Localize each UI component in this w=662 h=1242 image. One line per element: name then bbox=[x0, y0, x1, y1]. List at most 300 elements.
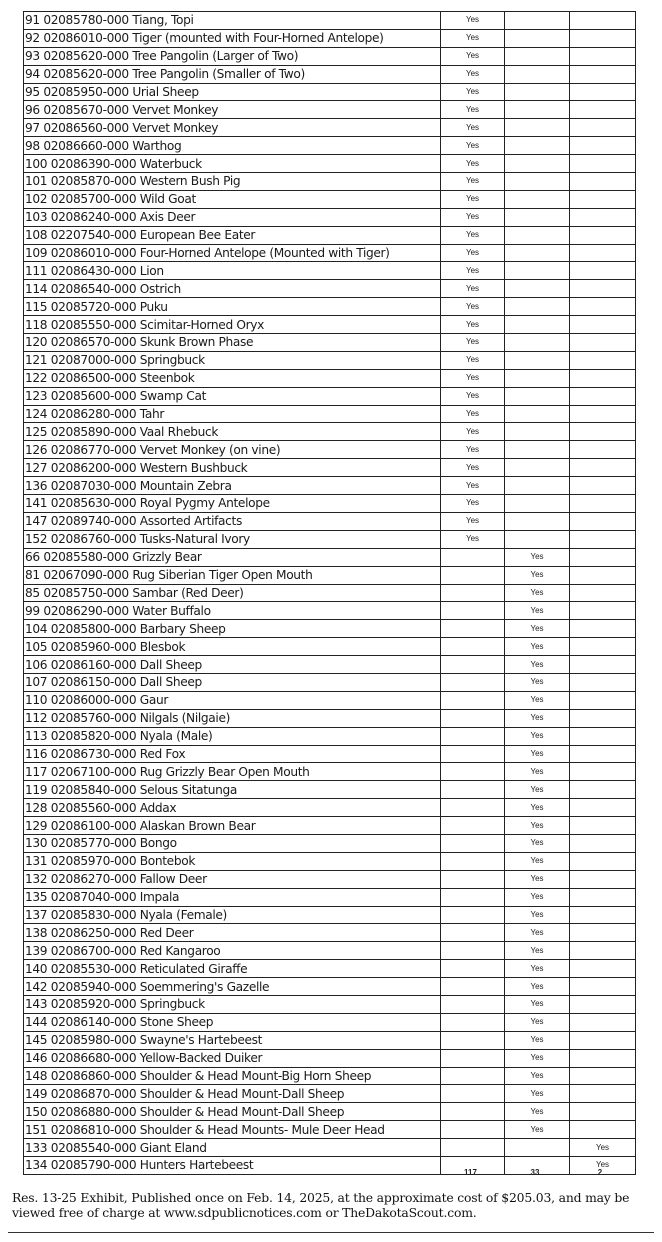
column-1-value: Yes bbox=[441, 262, 505, 280]
column-3-value bbox=[570, 548, 636, 566]
column-3-value bbox=[570, 316, 636, 334]
table-row bbox=[24, 602, 636, 620]
column-2-value bbox=[505, 280, 570, 298]
column-1-value: Yes bbox=[441, 29, 505, 47]
column-2-value bbox=[505, 12, 570, 30]
column-2-value: Yes bbox=[505, 978, 570, 996]
column-3-value bbox=[570, 960, 636, 978]
column-2-value: Yes bbox=[505, 709, 570, 727]
column-2-value bbox=[505, 83, 570, 101]
column-2-value bbox=[505, 119, 570, 137]
table-row bbox=[24, 852, 636, 870]
publication-notice: Res. 13-25 Exhibit, Published once on Feb. 14, 2025, at the approximate cost of $205.03, and may be viewed free of charge at www.sdpublicnotices.com or TheDakotaScout.com. bbox=[12, 1190, 630, 1220]
item-description: 128 02085560-000 Addax bbox=[24, 799, 441, 817]
table-row bbox=[24, 65, 636, 83]
table-row bbox=[24, 459, 636, 477]
item-description: 152 02086760-000 Tusks-Natural Ivory bbox=[24, 530, 441, 548]
column-1-value: Yes bbox=[441, 441, 505, 459]
items-table bbox=[23, 11, 636, 1175]
column-3-value bbox=[570, 656, 636, 674]
table-row bbox=[24, 656, 636, 674]
column-3-value bbox=[570, 817, 636, 835]
column-2-value: Yes bbox=[505, 1121, 570, 1139]
column-1-value bbox=[441, 727, 505, 745]
column-2-value: Yes bbox=[505, 620, 570, 638]
column-3-value bbox=[570, 745, 636, 763]
item-description: 130 02085770-000 Bongo bbox=[24, 834, 441, 852]
column-1-value bbox=[441, 1049, 505, 1067]
column-3-value bbox=[570, 208, 636, 226]
item-description: 144 02086140-000 Stone Sheep bbox=[24, 1013, 441, 1031]
column-3-value bbox=[570, 298, 636, 316]
column-2-value bbox=[505, 530, 570, 548]
column-1-value: Yes bbox=[441, 137, 505, 155]
column-1-value bbox=[441, 620, 505, 638]
column-1-value: Yes bbox=[441, 387, 505, 405]
item-description: 100 02086390-000 Waterbuck bbox=[24, 155, 441, 173]
column-3-value bbox=[570, 495, 636, 513]
item-description: 92 02086010-000 Tiger (mounted with Four-Horned Antelope) bbox=[24, 29, 441, 47]
column-3-value bbox=[570, 888, 636, 906]
column-3-value bbox=[570, 727, 636, 745]
table-row bbox=[24, 1121, 636, 1139]
column-3-value bbox=[570, 262, 636, 280]
item-description: 148 02086860-000 Shoulder & Head Mount-Big Horn Sheep bbox=[24, 1067, 441, 1085]
table-row bbox=[24, 548, 636, 566]
column-1-value: Yes bbox=[441, 334, 505, 352]
item-description: 139 02086700-000 Red Kangaroo bbox=[24, 942, 441, 960]
table-row bbox=[24, 495, 636, 513]
column-1-value: Yes bbox=[441, 83, 505, 101]
column-3-value bbox=[570, 978, 636, 996]
column-2-value: Yes bbox=[505, 566, 570, 584]
column-1-value bbox=[441, 906, 505, 924]
table-row bbox=[24, 1085, 636, 1103]
column-2-value: Yes bbox=[505, 924, 570, 942]
item-description: 99 02086290-000 Water Buffalo bbox=[24, 602, 441, 620]
column-3-value bbox=[570, 620, 636, 638]
column-1-value bbox=[441, 942, 505, 960]
column-1-value bbox=[441, 656, 505, 674]
column-2-value bbox=[505, 173, 570, 191]
column-2-value: Yes bbox=[505, 1031, 570, 1049]
item-description: 149 02086870-000 Shoulder & Head Mount-Dall Sheep bbox=[24, 1085, 441, 1103]
item-description: 95 02085950-000 Urial Sheep bbox=[24, 83, 441, 101]
table-row bbox=[24, 888, 636, 906]
table-row bbox=[24, 942, 636, 960]
column-2-value bbox=[505, 477, 570, 495]
column-1-value bbox=[441, 1121, 505, 1139]
item-description: 96 02085670-000 Vervet Monkey bbox=[24, 101, 441, 119]
item-description: 114 02086540-000 Ostrich bbox=[24, 280, 441, 298]
column-2-value: Yes bbox=[505, 763, 570, 781]
column-1-value: Yes bbox=[441, 530, 505, 548]
column-3-value bbox=[570, 566, 636, 584]
column-2-value bbox=[505, 262, 570, 280]
column-2-value bbox=[505, 208, 570, 226]
column-2-value bbox=[505, 387, 570, 405]
table-row bbox=[24, 763, 636, 781]
table-row bbox=[24, 512, 636, 530]
item-description: 121 02087000-000 Springbuck bbox=[24, 351, 441, 369]
column-3-value bbox=[570, 852, 636, 870]
item-description: 142 02085940-000 Soemmering's Gazelle bbox=[24, 978, 441, 996]
column-3-value bbox=[570, 530, 636, 548]
column-2-value: Yes bbox=[505, 1103, 570, 1121]
table-row bbox=[24, 83, 636, 101]
table-row bbox=[24, 620, 636, 638]
column-2-value: Yes bbox=[505, 799, 570, 817]
item-description: 151 02086810-000 Shoulder & Head Mounts- Mule Deer Head bbox=[24, 1121, 441, 1139]
column-1-value: Yes bbox=[441, 155, 505, 173]
column-1-value bbox=[441, 834, 505, 852]
item-description: 98 02086660-000 Warthog bbox=[24, 137, 441, 155]
column-3-value bbox=[570, 1013, 636, 1031]
column-2-value: Yes bbox=[505, 888, 570, 906]
column-3-value bbox=[570, 799, 636, 817]
column-3-value bbox=[570, 29, 636, 47]
column-1-value bbox=[441, 817, 505, 835]
column-1-value bbox=[441, 995, 505, 1013]
table-row bbox=[24, 1139, 636, 1157]
column-1-value bbox=[441, 978, 505, 996]
item-description: 150 02086880-000 Shoulder & Head Mount-Dall Sheep bbox=[24, 1103, 441, 1121]
table-row bbox=[24, 1103, 636, 1121]
column-1-value: Yes bbox=[441, 405, 505, 423]
table-row bbox=[24, 155, 636, 173]
column-1-value: Yes bbox=[441, 351, 505, 369]
table-row bbox=[24, 817, 636, 835]
column-1-value: Yes bbox=[441, 369, 505, 387]
column-1-value bbox=[441, 852, 505, 870]
column-3-value bbox=[570, 638, 636, 656]
items-table-body bbox=[24, 12, 636, 1175]
item-description: 133 02085540-000 Giant Eland bbox=[24, 1139, 441, 1157]
column-3-value bbox=[570, 83, 636, 101]
item-description: 132 02086270-000 Fallow Deer bbox=[24, 870, 441, 888]
table-row bbox=[24, 316, 636, 334]
column-3-value bbox=[570, 995, 636, 1013]
table-row bbox=[24, 709, 636, 727]
column-1-value: Yes bbox=[441, 190, 505, 208]
column-1-value bbox=[441, 638, 505, 656]
item-description: 137 02085830-000 Nyala (Female) bbox=[24, 906, 441, 924]
column-2-value: Yes bbox=[505, 602, 570, 620]
column-1-value bbox=[441, 691, 505, 709]
column-2-value bbox=[505, 190, 570, 208]
column-1-value: Yes bbox=[441, 101, 505, 119]
item-description: 143 02085920-000 Springbuck bbox=[24, 995, 441, 1013]
column-3-value: Yes bbox=[570, 1157, 636, 1175]
column-1-value bbox=[441, 548, 505, 566]
bottom-rule bbox=[8, 1232, 654, 1233]
column-3-value bbox=[570, 47, 636, 65]
column-2-value: Yes bbox=[505, 852, 570, 870]
column-1-value bbox=[441, 1085, 505, 1103]
table-row bbox=[24, 47, 636, 65]
column-3-value bbox=[570, 334, 636, 352]
column-3-value bbox=[570, 691, 636, 709]
column-3-value bbox=[570, 423, 636, 441]
item-description: 146 02086680-000 Yellow-Backed Duiker bbox=[24, 1049, 441, 1067]
column-2-value bbox=[505, 298, 570, 316]
column-3-value bbox=[570, 1049, 636, 1067]
item-description: 147 02089740-000 Assorted Artifacts bbox=[24, 512, 441, 530]
column-3-value bbox=[570, 870, 636, 888]
column-1-value: Yes bbox=[441, 173, 505, 191]
column-1-value: Yes bbox=[441, 316, 505, 334]
column-2-value bbox=[505, 155, 570, 173]
column-1-value: Yes bbox=[441, 244, 505, 262]
column-3-value bbox=[570, 512, 636, 530]
column-2-value bbox=[505, 65, 570, 83]
column-3-value bbox=[570, 834, 636, 852]
column-2-value bbox=[505, 369, 570, 387]
column-3-value bbox=[570, 1121, 636, 1139]
column-1-value bbox=[441, 1031, 505, 1049]
item-description: 131 02085970-000 Bontebok bbox=[24, 852, 441, 870]
item-description: 66 02085580-000 Grizzly Bear bbox=[24, 548, 441, 566]
item-description: 123 02085600-000 Swamp Cat bbox=[24, 387, 441, 405]
column-2-value bbox=[505, 441, 570, 459]
item-description: 85 02085750-000 Sambar (Red Deer) bbox=[24, 584, 441, 602]
column-3-value bbox=[570, 906, 636, 924]
column-3-value bbox=[570, 226, 636, 244]
table-row bbox=[24, 244, 636, 262]
table-row bbox=[24, 351, 636, 369]
table-row bbox=[24, 727, 636, 745]
column-3-value bbox=[570, 369, 636, 387]
item-description: 101 02085870-000 Western Bush Pig bbox=[24, 173, 441, 191]
table-row bbox=[24, 477, 636, 495]
table-row bbox=[24, 1031, 636, 1049]
column-1-value bbox=[441, 870, 505, 888]
column-2-value bbox=[505, 244, 570, 262]
column-1-value bbox=[441, 763, 505, 781]
table-row bbox=[24, 566, 636, 584]
column-2-value bbox=[505, 495, 570, 513]
table-row bbox=[24, 906, 636, 924]
total-column-3: 2 bbox=[597, 1168, 603, 1177]
column-2-value: Yes bbox=[505, 638, 570, 656]
table-row bbox=[24, 530, 636, 548]
item-description: 104 02085800-000 Barbary Sheep bbox=[24, 620, 441, 638]
column-2-value bbox=[505, 459, 570, 477]
table-row bbox=[24, 405, 636, 423]
column-2-value: Yes bbox=[505, 1049, 570, 1067]
item-description: 134 02085790-000 Hunters Hartebeest bbox=[24, 1157, 441, 1175]
item-description: 109 02086010-000 Four-Horned Antelope (Mounted with Tiger) bbox=[24, 244, 441, 262]
column-3-value bbox=[570, 763, 636, 781]
table-row bbox=[24, 334, 636, 352]
item-description: 124 02086280-000 Tahr bbox=[24, 405, 441, 423]
column-1-value: Yes bbox=[441, 12, 505, 30]
column-2-value: Yes bbox=[505, 781, 570, 799]
column-3-value bbox=[570, 441, 636, 459]
table-row bbox=[24, 280, 636, 298]
column-1-value bbox=[441, 799, 505, 817]
column-3-value bbox=[570, 1067, 636, 1085]
item-description: 115 02085720-000 Puku bbox=[24, 298, 441, 316]
item-description: 107 02086150-000 Dall Sheep bbox=[24, 673, 441, 691]
column-3-value bbox=[570, 244, 636, 262]
column-3-value bbox=[570, 1085, 636, 1103]
item-description: 125 02085890-000 Vaal Rhebuck bbox=[24, 423, 441, 441]
item-description: 136 02087030-000 Mountain Zebra bbox=[24, 477, 441, 495]
column-1-value bbox=[441, 1139, 505, 1157]
item-description: 138 02086250-000 Red Deer bbox=[24, 924, 441, 942]
table-row bbox=[24, 781, 636, 799]
column-3-value bbox=[570, 155, 636, 173]
column-1-value bbox=[441, 960, 505, 978]
column-3-value bbox=[570, 280, 636, 298]
column-3-value bbox=[570, 781, 636, 799]
item-description: 118 02085550-000 Scimitar-Horned Oryx bbox=[24, 316, 441, 334]
item-description: 106 02086160-000 Dall Sheep bbox=[24, 656, 441, 674]
item-description: 102 02085700-000 Wild Goat bbox=[24, 190, 441, 208]
table-row bbox=[24, 673, 636, 691]
item-description: 97 02086560-000 Vervet Monkey bbox=[24, 119, 441, 137]
column-1-value bbox=[441, 1067, 505, 1085]
column-3-value bbox=[570, 12, 636, 30]
table-row bbox=[24, 101, 636, 119]
table-row bbox=[24, 1067, 636, 1085]
column-1-value bbox=[441, 1013, 505, 1031]
column-3-value bbox=[570, 1103, 636, 1121]
column-3-value bbox=[570, 1031, 636, 1049]
column-2-value: Yes bbox=[505, 995, 570, 1013]
item-description: 113 02085820-000 Nyala (Male) bbox=[24, 727, 441, 745]
column-2-value bbox=[505, 1139, 570, 1157]
column-2-value bbox=[505, 334, 570, 352]
column-3-value bbox=[570, 924, 636, 942]
item-description: 135 02087040-000 Impala bbox=[24, 888, 441, 906]
column-2-value: Yes bbox=[505, 960, 570, 978]
column-2-value: Yes bbox=[505, 548, 570, 566]
table-row bbox=[24, 745, 636, 763]
column-3-value bbox=[570, 405, 636, 423]
column-2-value bbox=[505, 351, 570, 369]
column-3-value bbox=[570, 459, 636, 477]
column-2-value bbox=[505, 47, 570, 65]
column-1-value bbox=[441, 709, 505, 727]
column-2-value: Yes bbox=[505, 1085, 570, 1103]
item-description: 111 02086430-000 Lion bbox=[24, 262, 441, 280]
table-row bbox=[24, 190, 636, 208]
column-3-value bbox=[570, 65, 636, 83]
column-2-value bbox=[505, 226, 570, 244]
column-2-value bbox=[505, 512, 570, 530]
item-description: 93 02085620-000 Tree Pangolin (Larger of Two) bbox=[24, 47, 441, 65]
column-2-value: Yes bbox=[505, 745, 570, 763]
table-row bbox=[24, 638, 636, 656]
item-description: 81 02067090-000 Rug Siberian Tiger Open Mouth bbox=[24, 566, 441, 584]
item-description: 126 02086770-000 Vervet Monkey (on vine) bbox=[24, 441, 441, 459]
column-3-value bbox=[570, 173, 636, 191]
item-description: 122 02086500-000 Steenbok bbox=[24, 369, 441, 387]
column-2-value bbox=[505, 101, 570, 119]
column-1-value: Yes bbox=[441, 495, 505, 513]
item-description: 141 02085630-000 Royal Pygmy Antelope bbox=[24, 495, 441, 513]
item-description: 108 02207540-000 European Bee Eater bbox=[24, 226, 441, 244]
table-row bbox=[24, 298, 636, 316]
table-row bbox=[24, 1049, 636, 1067]
table-row bbox=[24, 834, 636, 852]
table-row bbox=[24, 119, 636, 137]
table-row bbox=[24, 995, 636, 1013]
column-1-value bbox=[441, 566, 505, 584]
item-description: 94 02085620-000 Tree Pangolin (Smaller of Two) bbox=[24, 65, 441, 83]
item-description: 140 02085530-000 Reticulated Giraffe bbox=[24, 960, 441, 978]
table-row bbox=[24, 978, 636, 996]
column-2-value: Yes bbox=[505, 1067, 570, 1085]
table-row bbox=[24, 137, 636, 155]
table-row bbox=[24, 960, 636, 978]
table-row bbox=[24, 1013, 636, 1031]
column-3-value: Yes bbox=[570, 1139, 636, 1157]
column-2-value bbox=[505, 29, 570, 47]
column-1-value bbox=[441, 1103, 505, 1121]
table-row bbox=[24, 12, 636, 30]
table-row bbox=[24, 262, 636, 280]
column-3-value bbox=[570, 942, 636, 960]
totals-row bbox=[23, 1168, 632, 1180]
item-description: 145 02085980-000 Swayne's Hartebeest bbox=[24, 1031, 441, 1049]
item-description: 103 02086240-000 Axis Deer bbox=[24, 208, 441, 226]
column-2-value bbox=[505, 137, 570, 155]
column-1-value: Yes bbox=[441, 65, 505, 83]
column-2-value bbox=[505, 405, 570, 423]
column-3-value bbox=[570, 190, 636, 208]
column-1-value: Yes bbox=[441, 47, 505, 65]
column-1-value: Yes bbox=[441, 119, 505, 137]
column-3-value bbox=[570, 584, 636, 602]
column-2-value bbox=[505, 316, 570, 334]
table-row bbox=[24, 29, 636, 47]
column-1-value bbox=[441, 924, 505, 942]
column-2-value: Yes bbox=[505, 870, 570, 888]
item-description: 117 02067100-000 Rug Grizzly Bear Open Mouth bbox=[24, 763, 441, 781]
table-row bbox=[24, 226, 636, 244]
column-3-value bbox=[570, 101, 636, 119]
table-row bbox=[24, 441, 636, 459]
table-row bbox=[24, 369, 636, 387]
item-description: 110 02086000-000 Gaur bbox=[24, 691, 441, 709]
column-2-value: Yes bbox=[505, 584, 570, 602]
table-row bbox=[24, 173, 636, 191]
column-3-value bbox=[570, 387, 636, 405]
column-2-value: Yes bbox=[505, 673, 570, 691]
table-row bbox=[24, 870, 636, 888]
column-1-value: Yes bbox=[441, 512, 505, 530]
column-3-value bbox=[570, 602, 636, 620]
table-row bbox=[24, 584, 636, 602]
column-3-value bbox=[570, 477, 636, 495]
column-1-value bbox=[441, 745, 505, 763]
column-1-value: Yes bbox=[441, 280, 505, 298]
column-1-value bbox=[441, 781, 505, 799]
column-1-value bbox=[441, 673, 505, 691]
table-row bbox=[24, 423, 636, 441]
column-2-value: Yes bbox=[505, 817, 570, 835]
item-description: 120 02086570-000 Skunk Brown Phase bbox=[24, 334, 441, 352]
column-1-value bbox=[441, 602, 505, 620]
table-row bbox=[24, 208, 636, 226]
column-1-value: Yes bbox=[441, 298, 505, 316]
column-3-value bbox=[570, 673, 636, 691]
column-1-value: Yes bbox=[441, 423, 505, 441]
item-description: 105 02085960-000 Blesbok bbox=[24, 638, 441, 656]
